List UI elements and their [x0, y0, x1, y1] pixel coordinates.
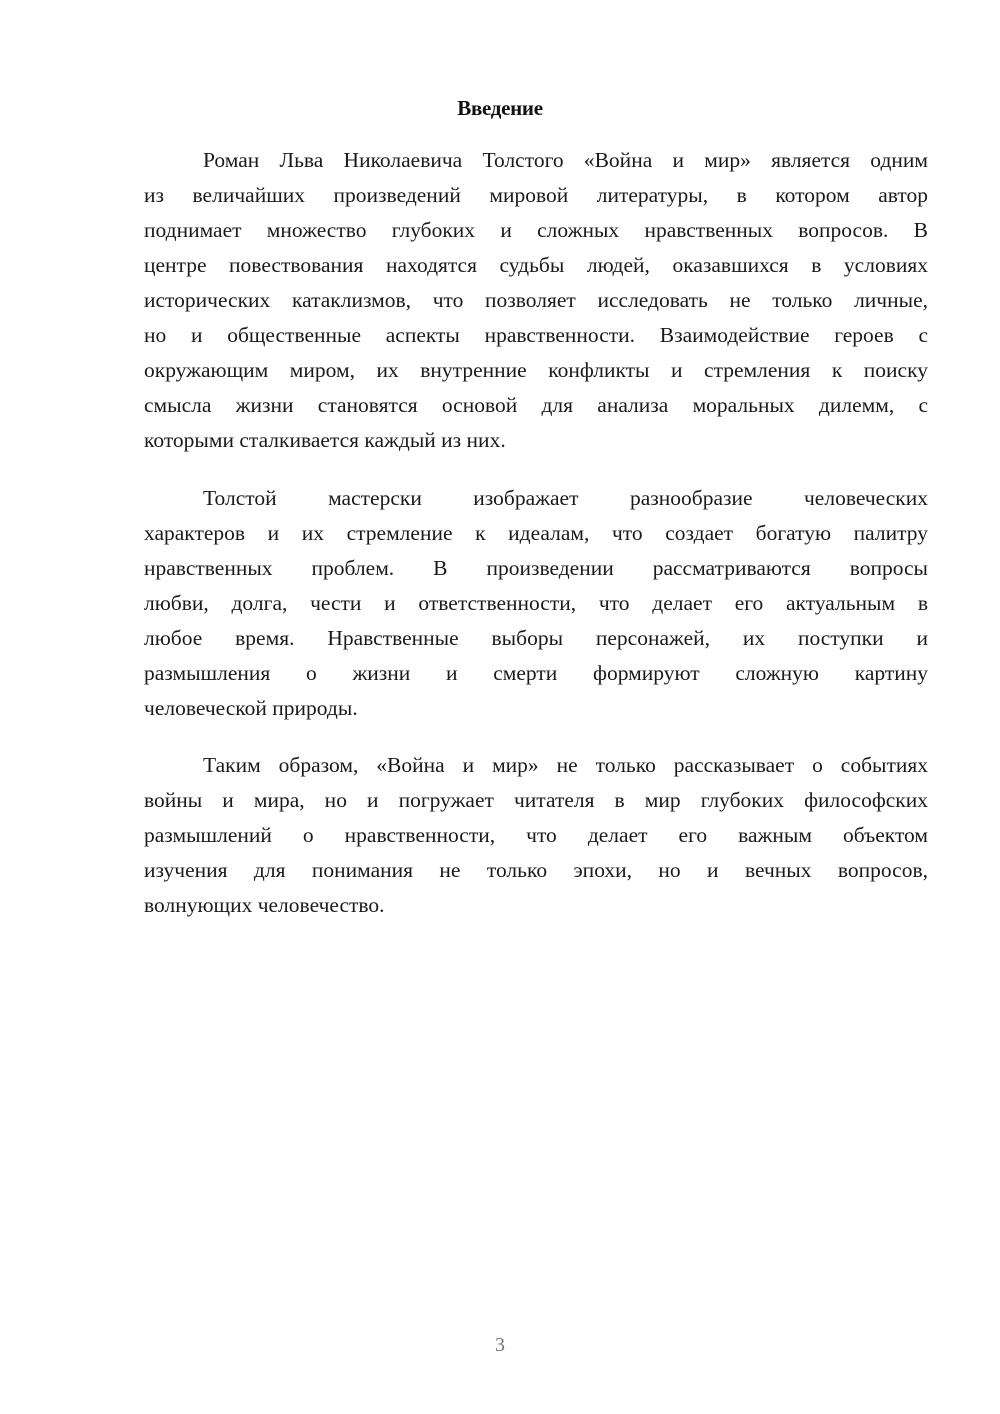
- text-line: размышлений о нравственности, что делает его важным объектом: [144, 823, 928, 847]
- text-line: нравственных проблем. В произведении рассматриваются вопросы: [144, 556, 928, 580]
- text-line: человеческой природы.: [144, 696, 358, 720]
- page-number: 3: [495, 1334, 505, 1356]
- text-line: волнующих человечество.: [144, 893, 385, 917]
- text-line: Толстой мастерски изображает разнообразие человеческих: [203, 486, 928, 510]
- paragraph-2: [144, 481, 928, 726]
- section-title: Введение: [457, 96, 543, 120]
- text-line: Таким образом, «Война и мир» не только рассказывает о событиях: [203, 753, 928, 777]
- text-line: исторических катаклизмов, что позволяет исследовать не только личные,: [144, 288, 928, 312]
- text-line: Роман Льва Николаевича Толстого «Война и мир» является одним: [203, 148, 928, 172]
- text-line: любое время. Нравственные выборы персонажей, их поступки и: [144, 626, 928, 650]
- paragraph-3: [144, 748, 928, 923]
- text-line: характеров и их стремление к идеалам, что создает богатую палитру: [144, 521, 928, 545]
- text-line: смысла жизни становятся основой для анализа моральных дилемм, с: [144, 393, 928, 417]
- text-line: любви, долга, чести и ответственности, что делает его актуальным в: [144, 591, 928, 615]
- text-line: окружающим миром, их внутренние конфликты и стремления к поиску: [144, 358, 928, 382]
- text-line: которыми сталкивается каждый из них.: [144, 428, 506, 452]
- paragraph-1: [144, 143, 928, 458]
- text-line: но и общественные аспекты нравственности. Взаимодействие героев с: [144, 323, 928, 347]
- text-line: изучения для понимания не только эпохи, но и вечных вопросов,: [144, 858, 928, 882]
- text-line: из величайших произведений мировой литературы, в котором автор: [144, 183, 928, 207]
- text-line: центре повествования находятся судьбы людей, оказавшихся в условиях: [144, 253, 928, 277]
- text-line: войны и мира, но и погружает читателя в мир глубоких философских: [144, 788, 928, 812]
- text-line: размышления о жизни и смерти формируют сложную картину: [144, 661, 928, 685]
- text-line: поднимает множество глубоких и сложных нравственных вопросов. В: [144, 218, 928, 242]
